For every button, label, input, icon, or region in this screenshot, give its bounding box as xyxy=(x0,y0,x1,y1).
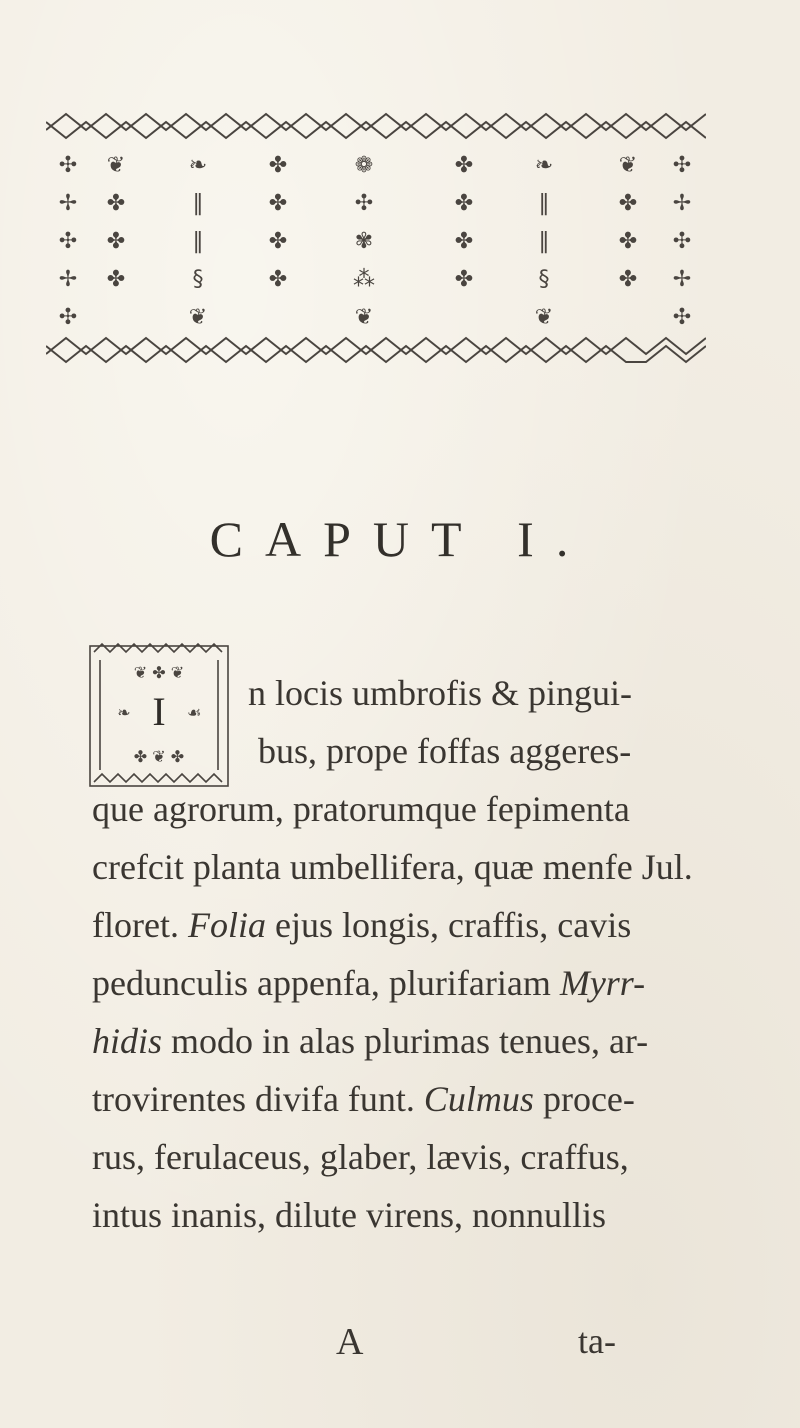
text-line-10: intus inanis, dilute virens, nonnullis xyxy=(92,1195,606,1235)
svg-text:✣: ✣ xyxy=(58,305,78,330)
svg-text:✤: ✤ xyxy=(268,229,288,254)
svg-text:✤: ✤ xyxy=(454,229,474,254)
svg-text:❦: ❦ xyxy=(188,305,208,330)
svg-text:✣: ✣ xyxy=(354,191,374,216)
text-line-5-post: ejus longis, craffis, cavis xyxy=(265,905,632,945)
svg-text:‖: ‖ xyxy=(538,229,550,254)
text-line-7-post: modo in alas plurimas tenues, ar- xyxy=(162,1021,649,1061)
text-line-6 xyxy=(92,962,645,1004)
svg-text:✤: ✤ xyxy=(268,153,288,178)
svg-text:❦: ❦ xyxy=(354,305,374,330)
svg-text:✣: ✣ xyxy=(672,153,692,178)
svg-text:☙: ☙ xyxy=(186,703,202,722)
svg-text:❦: ❦ xyxy=(534,305,554,330)
text-line-8-italic: Culmus xyxy=(423,1079,534,1119)
svg-text:✤: ✤ xyxy=(268,267,288,292)
svg-text:❧: ❧ xyxy=(117,703,131,722)
svg-text:‖: ‖ xyxy=(538,191,550,216)
text-line-8-main: trovirentes divifa funt. xyxy=(92,1079,424,1119)
svg-text:✾: ✾ xyxy=(354,229,374,254)
svg-text:✢: ✢ xyxy=(58,191,78,216)
text-line-7 xyxy=(92,1020,648,1062)
svg-text:❦ ✤ ❦: ❦ ✤ ❦ xyxy=(133,663,185,682)
svg-text:‖: ‖ xyxy=(192,229,204,254)
text-line-7-italic: hidis xyxy=(92,1021,163,1061)
svg-text:✢: ✢ xyxy=(672,191,692,216)
svg-text:✢: ✢ xyxy=(672,267,692,292)
svg-text:✤: ✤ xyxy=(618,267,638,292)
ornament-headpiece xyxy=(46,92,706,376)
svg-text:✤: ✤ xyxy=(454,191,474,216)
text-line-6-main: pedunculis appenfa, plurifariam xyxy=(92,963,560,1003)
chapter-heading: CAPUT I. xyxy=(209,511,591,567)
text-line-4: crefcit planta umbellifera, quæ menfe Jul. xyxy=(92,847,693,887)
svg-text:✣: ✣ xyxy=(672,305,692,330)
text-line-3: que agrorum, pratorumque fepimenta xyxy=(92,789,630,829)
svg-text:✤: ✤ xyxy=(618,191,638,216)
svg-text:❁: ❁ xyxy=(354,153,374,178)
svg-text:✤: ✤ xyxy=(106,267,126,292)
text-line-5-italic: Folia xyxy=(187,905,266,945)
text-line-1: n locis umbrofis & pingui- xyxy=(248,673,632,713)
svg-text:✢: ✢ xyxy=(58,267,78,292)
svg-text:✤: ✤ xyxy=(454,153,474,178)
initial-letter: I xyxy=(152,689,166,734)
svg-text:✤: ✤ xyxy=(268,191,288,216)
svg-text:✣: ✣ xyxy=(58,153,78,178)
text-line-8-post: proce- xyxy=(533,1079,635,1119)
svg-text:⁂: ⁂ xyxy=(353,267,375,292)
svg-text:❦: ❦ xyxy=(618,153,638,178)
svg-text:✤: ✤ xyxy=(106,229,126,254)
text-line-6-italic: Myrr- xyxy=(559,963,646,1003)
svg-text:❧: ❧ xyxy=(188,153,208,178)
text-line-5-pre: floret. xyxy=(92,905,188,945)
text-line-9: rus, ferulaceus, glaber, lævis, craffus, xyxy=(92,1137,629,1177)
svg-text:✣: ✣ xyxy=(672,229,692,254)
svg-text:✤ ❦ ✤: ✤ ❦ ✤ xyxy=(133,747,185,766)
svg-text:§: § xyxy=(538,267,550,292)
svg-text:✤: ✤ xyxy=(106,191,126,216)
svg-text:❧: ❧ xyxy=(534,153,554,178)
text-line-2: bus, prope foffas aggeres- xyxy=(258,731,632,771)
svg-text:✣: ✣ xyxy=(58,229,78,254)
text-line-5 xyxy=(92,904,631,946)
svg-text:‖: ‖ xyxy=(192,191,204,216)
svg-text:✤: ✤ xyxy=(454,267,474,292)
svg-text:§: § xyxy=(192,267,204,292)
catchword: ta- xyxy=(578,1321,616,1361)
signature-mark: A xyxy=(336,1321,364,1363)
svg-text:❦: ❦ xyxy=(106,153,126,178)
svg-text:✤: ✤ xyxy=(618,229,638,254)
text-line-8 xyxy=(92,1078,635,1120)
